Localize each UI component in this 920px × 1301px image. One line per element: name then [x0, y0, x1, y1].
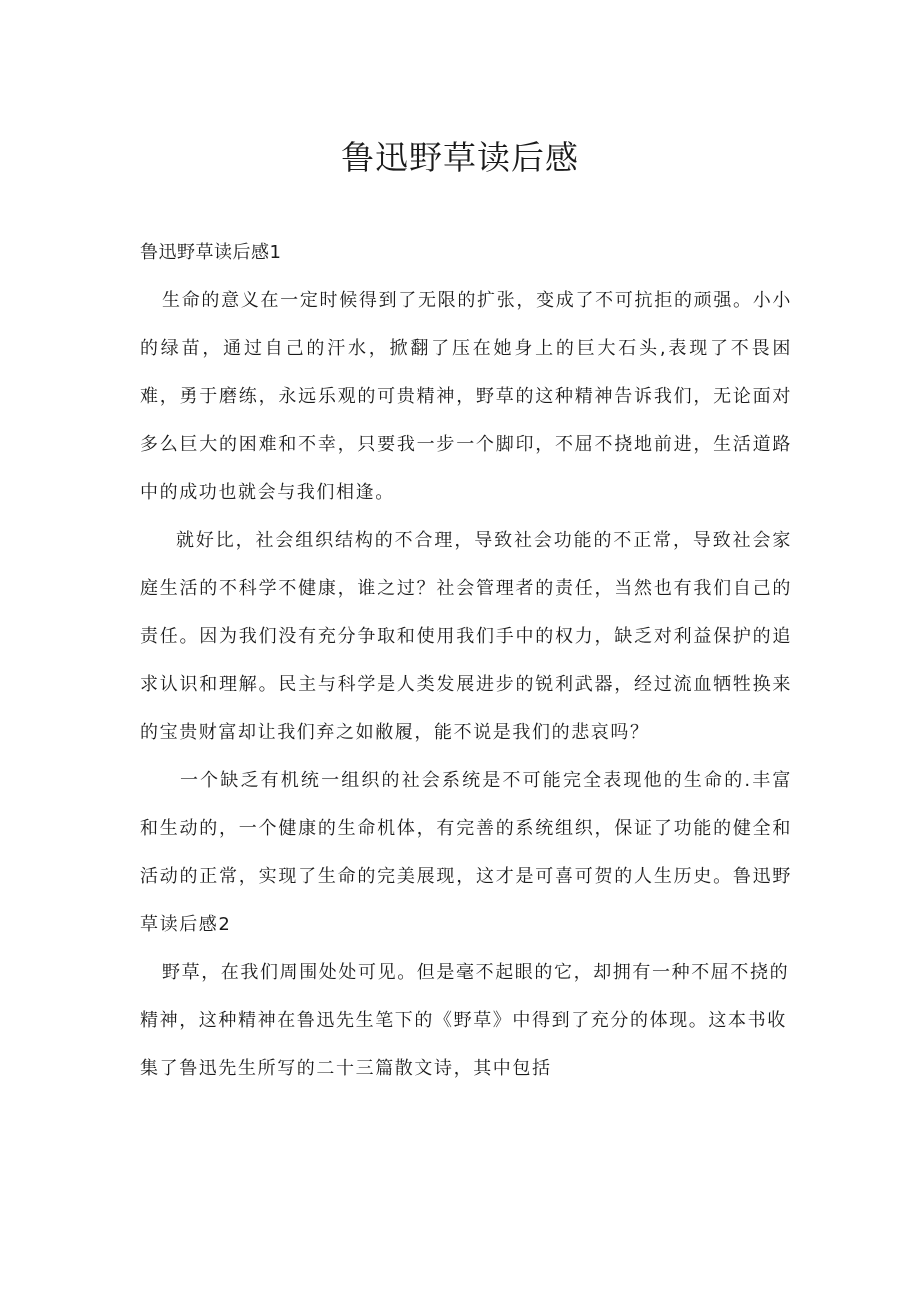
document-title: 鲁迅野草读后感	[341, 138, 579, 177]
section-heading: 鲁迅野草读后感1	[140, 242, 282, 263]
paragraph-1: 生命的意义在一定时候得到了无限的扩张，变成了不可抗拒的顽强。小小的绿苗，通过自己的汗水，掀翻了压在她身上的巨大石头,表现了不畏困难，勇于磨练，永远乐观的可贵精神，野草的这种精神告诉我们，无论面对多么巨大的困难和不幸，只要我一步一个脚印，不屈不挠地前进，生活道路中的成功也就会与我们相逢。	[140, 290, 792, 503]
paragraph-2: 就好比，社会组织结构的不合理，导致社会功能的不正常，导致社会家庭生活的不科学不健康，谁之过？社会管理者的责任，当然也有我们自己的责任。因为我们没有充分争取和使用我们手中的权力，缺乏对利益保护的追求认识和理解。民主与科学是人类发展进步的锐利武器，经过流血牺牲换来的宝贵财富却让我们弃之如敝履，能不说是我们的悲哀吗？	[140, 530, 792, 743]
paragraph-4: 野草，在我们周围处处可见。但是毫不起眼的它，却拥有一种不屈不挠的精神，这种精神在鲁迅先生笔下的《野草》中得到了充分的体现。这本书收集了鲁迅先生所写的二十三篇散文诗，其中包括	[140, 962, 790, 1079]
paragraph-3: 一个缺乏有机统一组织的社会系统是不可能完全表现他的生命的.丰富和生动的，一个健康的生命机体，有完善的系统组织，保证了功能的健全和活动的正常，实现了生命的完美展现，这才是可喜可贺的人生历史。鲁迅野草读后感2	[140, 770, 792, 935]
document-body	[140, 229, 792, 1093]
